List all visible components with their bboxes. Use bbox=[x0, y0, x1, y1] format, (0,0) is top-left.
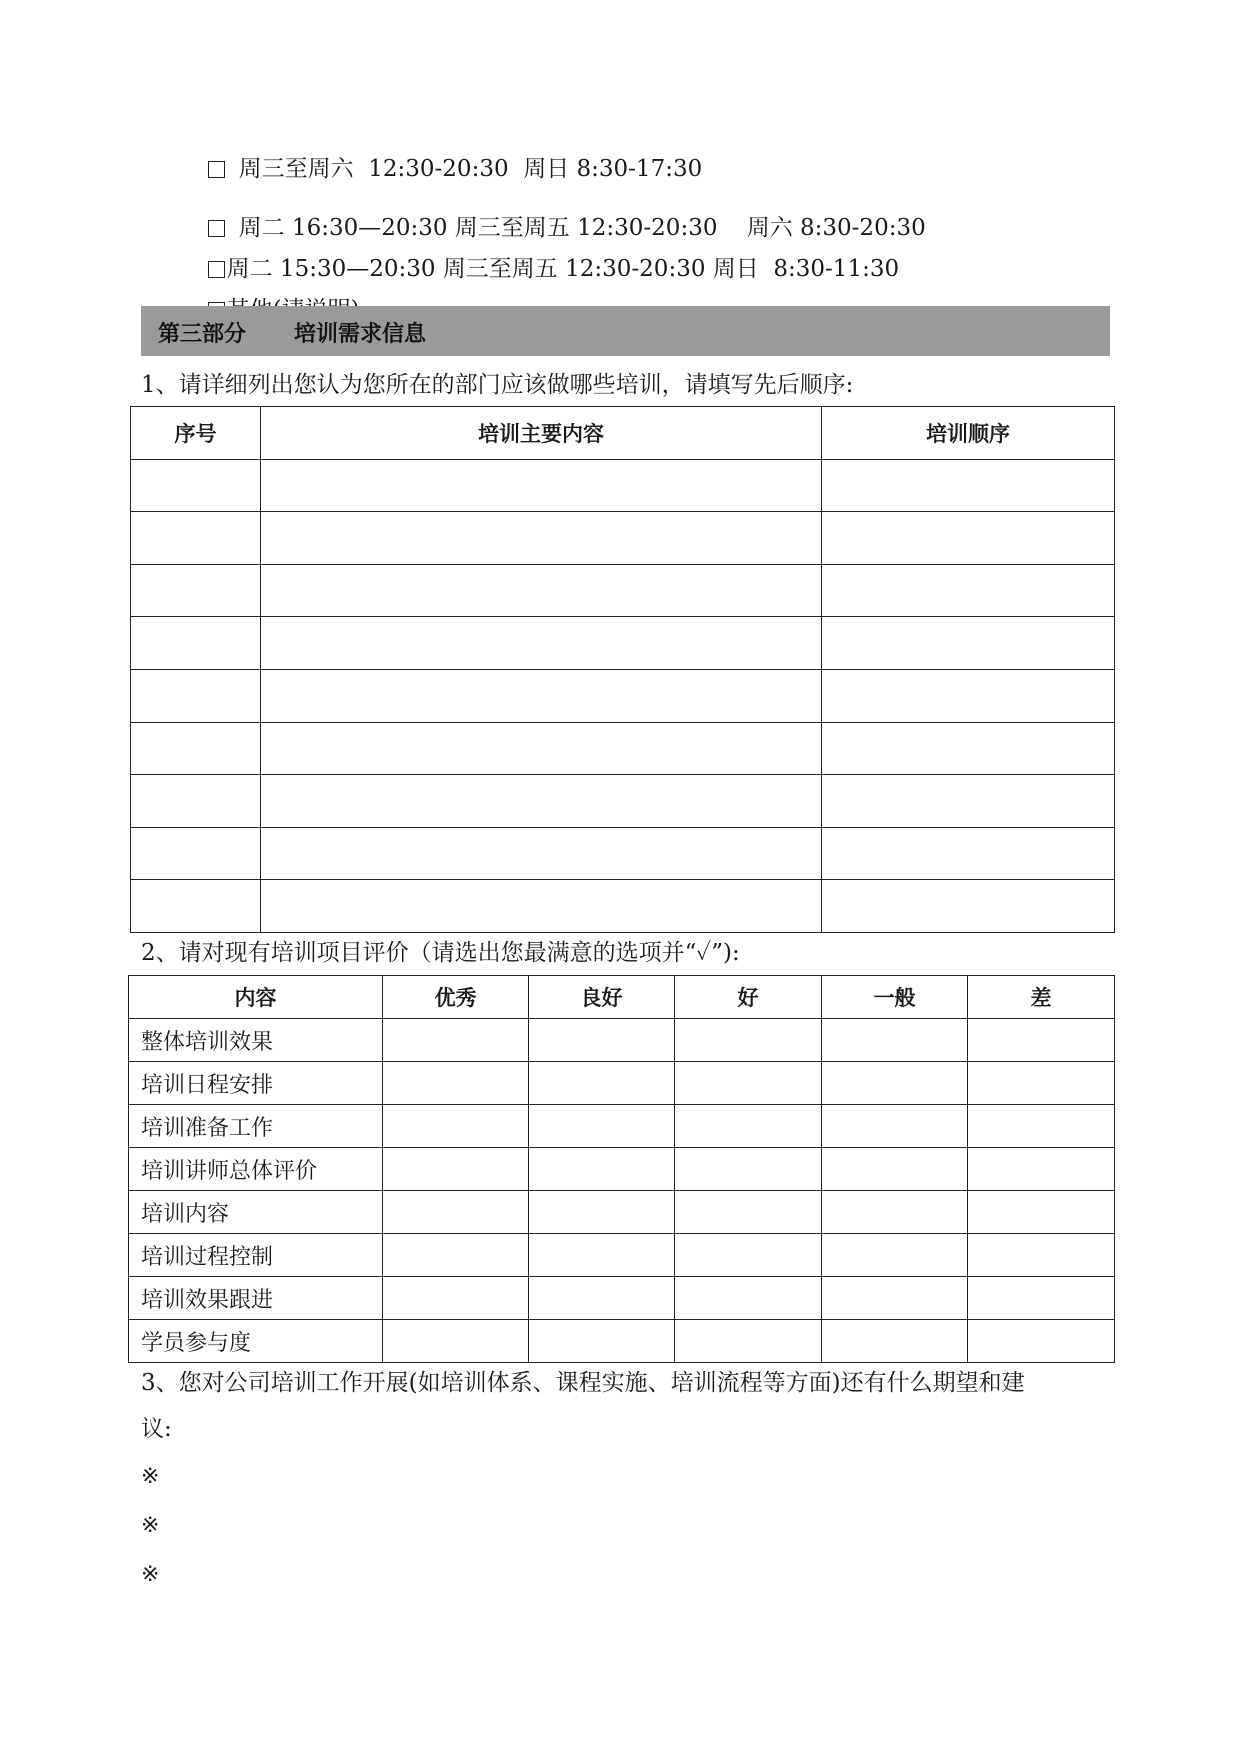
rating-cell[interactable] bbox=[529, 1277, 675, 1320]
section-header bbox=[141, 306, 1110, 356]
order-cell[interactable] bbox=[822, 459, 1115, 512]
seq-cell[interactable] bbox=[131, 775, 261, 828]
item-label: 培训过程控制 bbox=[129, 1234, 383, 1277]
content-cell[interactable] bbox=[261, 669, 822, 722]
content-cell[interactable] bbox=[261, 459, 822, 512]
rating-cell[interactable] bbox=[529, 1062, 675, 1105]
rating-cell[interactable] bbox=[822, 1062, 968, 1105]
schedule-option-label: 周二 15:30—20:30 周三至周五 12:30-20:30 周日 8:30-11:30 bbox=[226, 256, 900, 282]
rating-cell[interactable] bbox=[529, 1191, 675, 1234]
table-row bbox=[131, 775, 1115, 828]
schedule-option-1[interactable] bbox=[193, 124, 702, 184]
question-1: 1、请详细列出您认为您所在的部门应该做哪些培训，请填写先后顺序: bbox=[141, 372, 854, 398]
rating-cell[interactable] bbox=[383, 1105, 529, 1148]
order-cell[interactable] bbox=[822, 564, 1115, 617]
rating-cell[interactable] bbox=[968, 1320, 1115, 1363]
rating-cell[interactable] bbox=[822, 1234, 968, 1277]
table-row bbox=[131, 459, 1115, 512]
content-cell[interactable] bbox=[261, 512, 822, 565]
question-3-continued: 议: bbox=[141, 1416, 172, 1442]
rating-cell[interactable] bbox=[968, 1148, 1115, 1191]
header-cell: 培训主要内容 bbox=[261, 407, 822, 460]
table-row bbox=[131, 512, 1115, 565]
header-cell: 培训顺序 bbox=[822, 407, 1115, 460]
header-cell: 差 bbox=[968, 976, 1115, 1019]
seq-cell[interactable] bbox=[131, 617, 261, 670]
content-cell[interactable] bbox=[261, 775, 822, 828]
item-label: 培训效果跟进 bbox=[129, 1277, 383, 1320]
rating-cell[interactable] bbox=[968, 1277, 1115, 1320]
table-row bbox=[131, 722, 1115, 775]
rating-cell[interactable] bbox=[675, 1234, 822, 1277]
table-row bbox=[129, 1320, 1115, 1363]
rating-cell[interactable] bbox=[529, 1320, 675, 1363]
rating-cell[interactable] bbox=[675, 1148, 822, 1191]
rating-cell[interactable] bbox=[822, 1191, 968, 1234]
rating-cell[interactable] bbox=[822, 1320, 968, 1363]
table-row bbox=[131, 880, 1115, 933]
item-label: 培训内容 bbox=[129, 1191, 383, 1234]
seq-cell[interactable] bbox=[131, 564, 261, 617]
header-cell: 优秀 bbox=[383, 976, 529, 1019]
schedule-option-label: 周三至周六 12:30-20:30 周日 8:30-17:30 bbox=[238, 156, 703, 182]
rating-cell[interactable] bbox=[529, 1234, 675, 1277]
rating-cell[interactable] bbox=[383, 1062, 529, 1105]
rating-cell[interactable] bbox=[822, 1148, 968, 1191]
rating-cell[interactable] bbox=[529, 1019, 675, 1062]
rating-cell[interactable] bbox=[383, 1191, 529, 1234]
rating-cell[interactable] bbox=[822, 1019, 968, 1062]
rating-cell[interactable] bbox=[383, 1019, 529, 1062]
rating-cell[interactable] bbox=[383, 1320, 529, 1363]
rating-cell[interactable] bbox=[383, 1234, 529, 1277]
item-label: 培训日程安排 bbox=[129, 1062, 383, 1105]
rating-cell[interactable] bbox=[675, 1277, 822, 1320]
content-cell[interactable] bbox=[261, 827, 822, 880]
table-row bbox=[131, 669, 1115, 722]
rating-cell[interactable] bbox=[822, 1105, 968, 1148]
rating-cell[interactable] bbox=[675, 1105, 822, 1148]
content-cell[interactable] bbox=[261, 880, 822, 933]
table-header-row bbox=[131, 407, 1115, 460]
seq-cell[interactable] bbox=[131, 722, 261, 775]
header-cell: 良好 bbox=[529, 976, 675, 1019]
evaluation-table bbox=[128, 975, 1115, 1363]
rating-cell[interactable] bbox=[675, 1062, 822, 1105]
rating-cell[interactable] bbox=[529, 1105, 675, 1148]
header-cell: 内容 bbox=[129, 976, 383, 1019]
seq-cell[interactable] bbox=[131, 827, 261, 880]
question-3: 3、您对公司培训工作开展(如培训体系、课程实施、培训流程等方面)还有什么期望和建 bbox=[141, 1370, 1025, 1396]
header-cell: 好 bbox=[675, 976, 822, 1019]
order-cell[interactable] bbox=[822, 880, 1115, 933]
order-cell[interactable] bbox=[822, 669, 1115, 722]
table-row bbox=[131, 617, 1115, 670]
rating-cell[interactable] bbox=[675, 1320, 822, 1363]
seq-cell[interactable] bbox=[131, 880, 261, 933]
table-row bbox=[131, 827, 1115, 880]
rating-cell[interactable] bbox=[822, 1277, 968, 1320]
schedule-option-label: 周二 16:30—20:30 周三至周五 12:30-20:30 周六 8:30-20:30 bbox=[238, 215, 926, 241]
content-cell[interactable] bbox=[261, 617, 822, 670]
seq-cell[interactable] bbox=[131, 669, 261, 722]
question-2: 2、请对现有培训项目评价（请选出您最满意的选项并“✓”): bbox=[141, 940, 740, 966]
item-label: 培训准备工作 bbox=[129, 1105, 383, 1148]
rating-cell[interactable] bbox=[968, 1191, 1115, 1234]
answer-bullet: ※ bbox=[141, 1464, 160, 1489]
rating-cell[interactable] bbox=[968, 1062, 1115, 1105]
rating-cell[interactable] bbox=[383, 1277, 529, 1320]
answer-bullet: ※ bbox=[141, 1562, 160, 1587]
rating-cell[interactable] bbox=[383, 1148, 529, 1191]
content-cell[interactable] bbox=[261, 722, 822, 775]
order-cell[interactable] bbox=[822, 775, 1115, 828]
training-needs-table bbox=[130, 406, 1115, 933]
table-row bbox=[129, 1062, 1115, 1105]
section-number: 第三部分 bbox=[158, 322, 247, 347]
table-row bbox=[129, 1148, 1115, 1191]
item-label: 整体培训效果 bbox=[129, 1019, 383, 1062]
table-row bbox=[129, 1019, 1115, 1062]
rating-cell[interactable] bbox=[968, 1234, 1115, 1277]
order-cell[interactable] bbox=[822, 512, 1115, 565]
table-row bbox=[129, 1191, 1115, 1234]
item-label: 学员参与度 bbox=[129, 1320, 383, 1363]
answer-bullet: ※ bbox=[141, 1513, 160, 1538]
table-row bbox=[129, 1277, 1115, 1320]
rating-cell[interactable] bbox=[529, 1148, 675, 1191]
header-cell: 序号 bbox=[131, 407, 261, 460]
rating-cell[interactable] bbox=[675, 1191, 822, 1234]
table-row bbox=[129, 1234, 1115, 1277]
rating-cell[interactable] bbox=[968, 1019, 1115, 1062]
rating-cell[interactable] bbox=[675, 1019, 822, 1062]
section-title: 培训需求信息 bbox=[294, 322, 427, 347]
content-cell[interactable] bbox=[261, 564, 822, 617]
header-cell: 一般 bbox=[822, 976, 968, 1019]
rating-cell[interactable] bbox=[968, 1105, 1115, 1148]
order-cell[interactable] bbox=[822, 617, 1115, 670]
seq-cell[interactable] bbox=[131, 512, 261, 565]
item-label: 培训讲师总体评价 bbox=[129, 1148, 383, 1191]
table-row bbox=[131, 564, 1115, 617]
table-header-row bbox=[129, 976, 1115, 1019]
order-cell[interactable] bbox=[822, 827, 1115, 880]
order-cell[interactable] bbox=[822, 722, 1115, 775]
checkbox-icon[interactable] bbox=[208, 161, 225, 178]
seq-cell[interactable] bbox=[131, 459, 261, 512]
table-row bbox=[129, 1105, 1115, 1148]
